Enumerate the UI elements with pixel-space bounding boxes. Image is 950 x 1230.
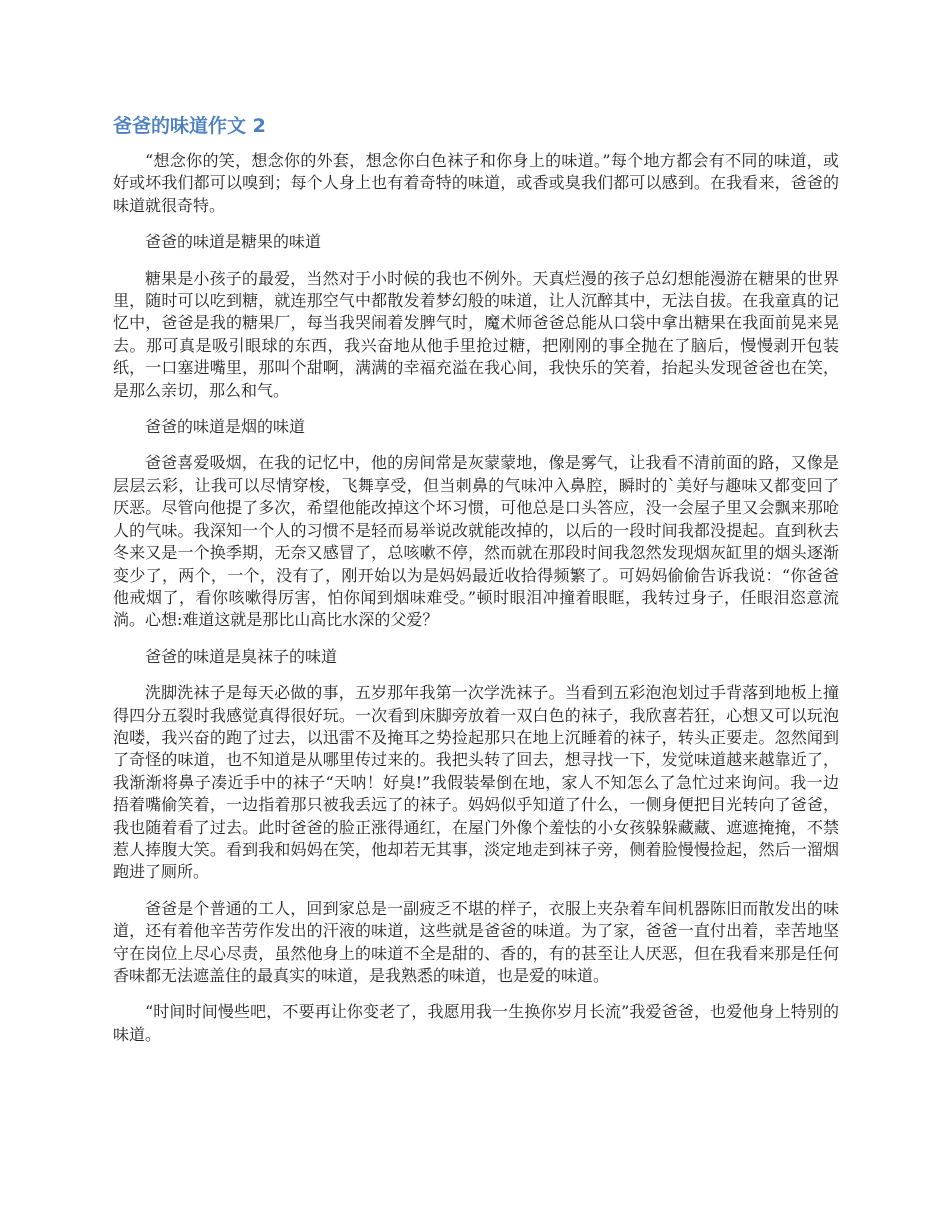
document-title: 爸爸的味道作文 2 [113,115,266,137]
section-heading-socks: 爸爸的味道是臭袜子的味道 [145,646,338,666]
paragraph-intro: “想念你的笑，想念你的外套，想念你白色袜子和你身上的味道。”每个地方都会有不同的味道，或好或坏我们都可以嗅到；每个人身上也有着奇特的味道，或香或臭我们都可以感到。在我看来，爸爸的味道就很奇特。 [113,151,839,215]
paragraph-worker: 爸爸是个普通的工人，回到家总是一副疲乏不堪的样子，衣服上夹杂着车间机器陈旧而散发出的味道，还有着他辛苦劳作发出的汗液的味道，这些就是爸爸的味道。为了家，爸爸一直付出着，幸苦地坚守在岗位上尽心尽责，虽然他身上的味道不全是甜的、香的，有的甚至让人厌恶，但在我看来那是任何香味都无法遮盖住的最真实的味道，是我熟悉的味道，也是爱的味道。 [113,898,839,985]
section-heading-candy: 爸爸的味道是糖果的味道 [145,232,322,252]
section-heading-smoke: 爸爸的味道是烟的味道 [145,417,306,437]
paragraph-candy: 糖果是小孩子的最爱，当然对于小时候的我也不例外。天真烂漫的孩子总幻想能漫游在糖果的世界里，随时可以吃到糖，就连那空气中都散发着梦幻般的味道，让人沉醉其中，无法自拔。在我童真的记忆中，爸爸是我的糖果厂，每当我哭闹着发脾气时，魔术师爸爸总能从口袋中拿出糖果在我面前晃来晃去。那可真是吸引眼球的东西，我兴奋地从他手里抢过糖，把刚刚的事全抛在了脑后，慢慢剥开包装纸，一口塞进嘴里，那叫个甜啊，满满的幸福充溢在我心间，我快乐的笑着，抬起头发现爸爸也在笑，是那么亲切，那么和气。 [113,268,839,400]
document-page [113,112,839,1060]
paragraph-socks: 洗脚洗袜子是每天必做的事，五岁那年我第一次学洗袜子。当看到五彩泡泡划过手背落到地板上撞得四分五裂时我感觉真得很好玩。一次看到床脚旁放着一双白色的袜子，我欣喜若狂，心想又可以玩泡泡喽，我兴奋的跑了过去，以迅雷不及掩耳之势捡起那只在地上沉睡着的袜子，转头正要走。忽然闻到了奇怪的味道，也不知道是从哪里传过来的。我把头转了回去，想寻找一下，发觉味道越来越靠近了，我渐渐将鼻子凑近手中的袜子“天呐！好臭!”我假装晕倒在地，家人不知怎么了急忙过来询问。我一边捂着嘴偷笑着，一边指着那只被我丢远了的袜子。妈妈似乎知道了什么，一侧身便把目光转向了爸爸，我也随着看了过去。此时爸爸的脸正涨得通红，在屋门外像个羞怯的小女孩躲躲藏藏、遮遮掩掩，不禁惹人捧腹大笑。看到我和妈妈在笑，他却若无其事，淡定地走到袜子旁，侧着脸慢慢捡起，然后一溜烟跑进了厕所。 [113,683,839,882]
paragraph-smoke: 爸爸喜爱吸烟，在我的记忆中，他的房间常是灰蒙蒙地，像是雾气，让我看不清前面的路，又像是层层云彩，让我可以尽情穿梭，飞舞享受，但当刺鼻的气味冲入鼻腔，瞬时的`美好与趣味又都变回了厌恶。尽管向他提了多次，希望他能改掉这个坏习惯，可他总是口头答应，没一会屋子里又会飘来那呛人的气味。我深知一个人的习惯不是轻而易举说改就能改掉的，以后的一段时间我都没提起。直到秋去冬来又是一个换季期，无奈又感冒了，总咳嗽不停，然而就在那段时间我忽然发现烟灰缸里的烟头逐渐变少了，两个，一个，没有了，刚开始以为是妈妈最近收拾得频繁了。可妈妈偷偷告诉我说：“你爸爸他戒烟了，看你咳嗽得厉害，怕你闻到烟味难受。”顿时眼泪冲撞着眼眶，我转过身子，任眼泪恣意流淌。心想:难道这就是那比山高比水深的父爱？ [113,453,839,630]
paragraph-closing: “时间时间慢些吧，不要再让你变老了，我愿用我一生换你岁月长流”我爱爸爸，也爱他身上特别的味道。 [113,1002,839,1044]
